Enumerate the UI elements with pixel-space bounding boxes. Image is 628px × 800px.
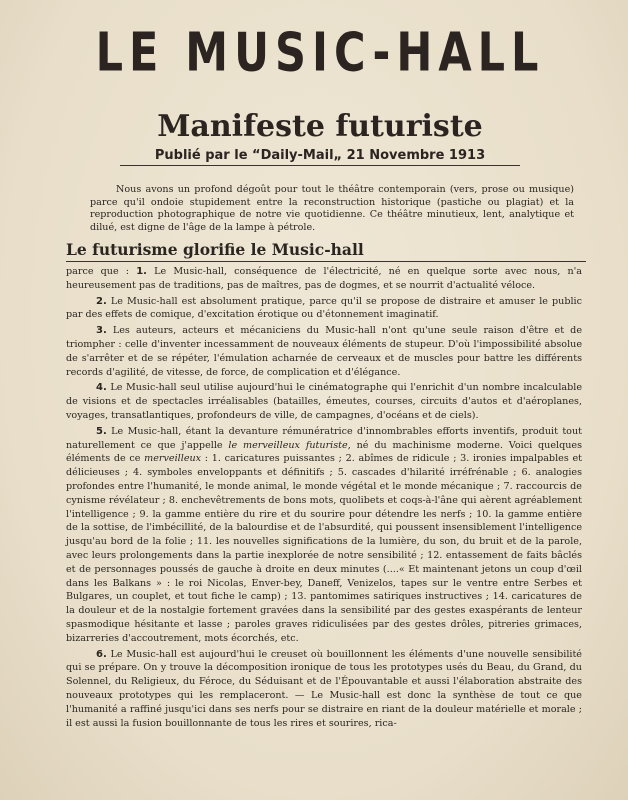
point-text-italic: le merveilleux futuriste (228, 439, 348, 451)
point-4 (66, 381, 582, 422)
point-6 (66, 648, 582, 731)
point-text: Le Music-hall, conséquence de l'électricité, né en quelque sorte avec nous, n'a heureusement pas de traditions, pas de maîtres, pas de dogmes, et se nourrit d'actualité véloce. (66, 266, 582, 291)
point-lead: parce que : (66, 266, 137, 277)
point-text: Le Music-hall, étant la devanture rémunératrice d'innombrables efforts inventifs, produit tout naturellement ce que j'appelle (66, 425, 582, 451)
point-text: : 1. caricatures puissantes ; 2. abîmes de ridicule ; 3. ironies impalpables et délicieuses ; 4. symboles enveloppants et définitifs ; 5. cascades d'hilarité irréfrénable ; 6. analogies profondes entre l'humanité, le monde animal, le monde végétal et le monde mécanique ; 7. raccourcis de cynisme révélateur ; 8. enchevêtrements de bons mots, quolibets et coqs-à-l'âne qui aèrent agréablement l'intelligence ; 9. la gamme entière du rire et du sourire pour détendre les nerfs ; 10. la gamme entière de la sottise, de l'imbécillité, de la balourdise et de l'absurdité, qui poussent insensiblement l'intelligence jusqu'au bord de la folie ; 11. les nouvelles significations de la lumière, du son, du bruit et de la parole, avec leurs prolongements dans la partie inexplorée de notre sensibilité ; 12. entassement de faits bâclés et de personnages poussés de gauche à droite en deux minutes (....« Et maintenant jetons un coup d'œil dans les Balkans » : le roi Nicolas, Enver-bey, Daneff, Venizelos, tapes sur le ventre entre Serbes et Bulgares, un couplet, et tout fiche le camp) ; 13. pantomimes satiriques instructives ; 14. caricatures de la douleur et de la nostalgie fortement gravées dans la sensibilité par des gestes exaspérants de lenteur spasmodique hésitante et lasse ; paroles graves ridiculisées par des gestes drôles, pitreries grimaces, bizarreries d'accoutrement, mots écorchés, etc. (66, 453, 582, 644)
point-2 (66, 295, 582, 323)
point-number: 2. (96, 295, 107, 307)
point-number: 5. (96, 425, 107, 437)
point-number: 6. (96, 648, 107, 660)
point-text: Les auteurs, acteurs et mécaniciens du Music-hall n'ont qu'une seule raison d'être et de triompher : celle d'inventer incessamment de nouveaux éléments de stupeur. D'où l'impossibilité absolue de s'arrêter et de se répéter, l'émulation acharnée de cerveaux et de muscles pour battre les différents records d'agilité, de vitesse, de force, de complication et d'élégance. (66, 325, 582, 378)
point-text: Le Music-hall est absolument pratique, parce qu'il se propose de distraire et amuser le public par des effets de comique, d'excitation érotique ou d'étonnement imaginatif. (66, 295, 582, 321)
main-title: LE MUSIC-HALL (95, 21, 545, 85)
publication-line: Publié par le “Daily-Mail„ 21 Novembre 1913 (120, 148, 520, 166)
point-1 (66, 265, 582, 293)
point-3 (66, 324, 582, 379)
point-number: 4. (96, 382, 107, 394)
point-number: 3. (96, 325, 107, 337)
subtitle: Manifeste futuriste (157, 109, 483, 144)
intro-paragraph: Nous avons un profond dégoût pour tout le théâtre contemporain (vers, prose ou musique) parce qu'il ondoie stupidement entre la reconstruction historique (pastiche ou plagiat) et la reproduction photographique de notre vie quotidienne. Ce théâtre minutieux, lent, analytique et dilué, est digne de l'âge de la lampe à pétrole. (90, 184, 574, 233)
point-text: , né du machinisme moderne. Voici quelques éléments de ce (66, 439, 582, 465)
point-text: Le Music-hall est aujourd'hui le creuset où bouillonnent les éléments d'une nouvelle sensibilité qui se prépare. On y trouve la décomposition ironique de tous les prototypes usés du Beau, du Grand, du Solennel, du Religieux, du Féroce, du Séduisant et de l'Épouvantable et aussi l'élaboration abstraite des nouveaux prototypes qui les remplaceront. — Le Music-hall est donc la synthèse de tout ce que l'humanité a raffiné jusqu'ici dans ses nerfs pour se distraire en riant de la douleur matérielle et morale ; il est aussi la fusion bouillonnante de tous les rires et sourires, rica- (66, 648, 582, 729)
point-text: Le Music-hall seul utilise aujourd'hui le cinématographe qui l'enrichit d'un nombre incalculable de visions et de spectacles irréalisables (batailles, émeutes, courses, circuits d'autos et d'aéroplanes, voyages, transatlantiques, profondeurs de ville, de campagnes, d'océans et de ciels). (66, 382, 582, 421)
section-heading: Le futurisme glorifie le Music-hall (66, 240, 586, 262)
point-5 (66, 425, 582, 646)
point-text-italic: merveilleux (144, 453, 202, 465)
point-number: 1. (136, 266, 147, 277)
